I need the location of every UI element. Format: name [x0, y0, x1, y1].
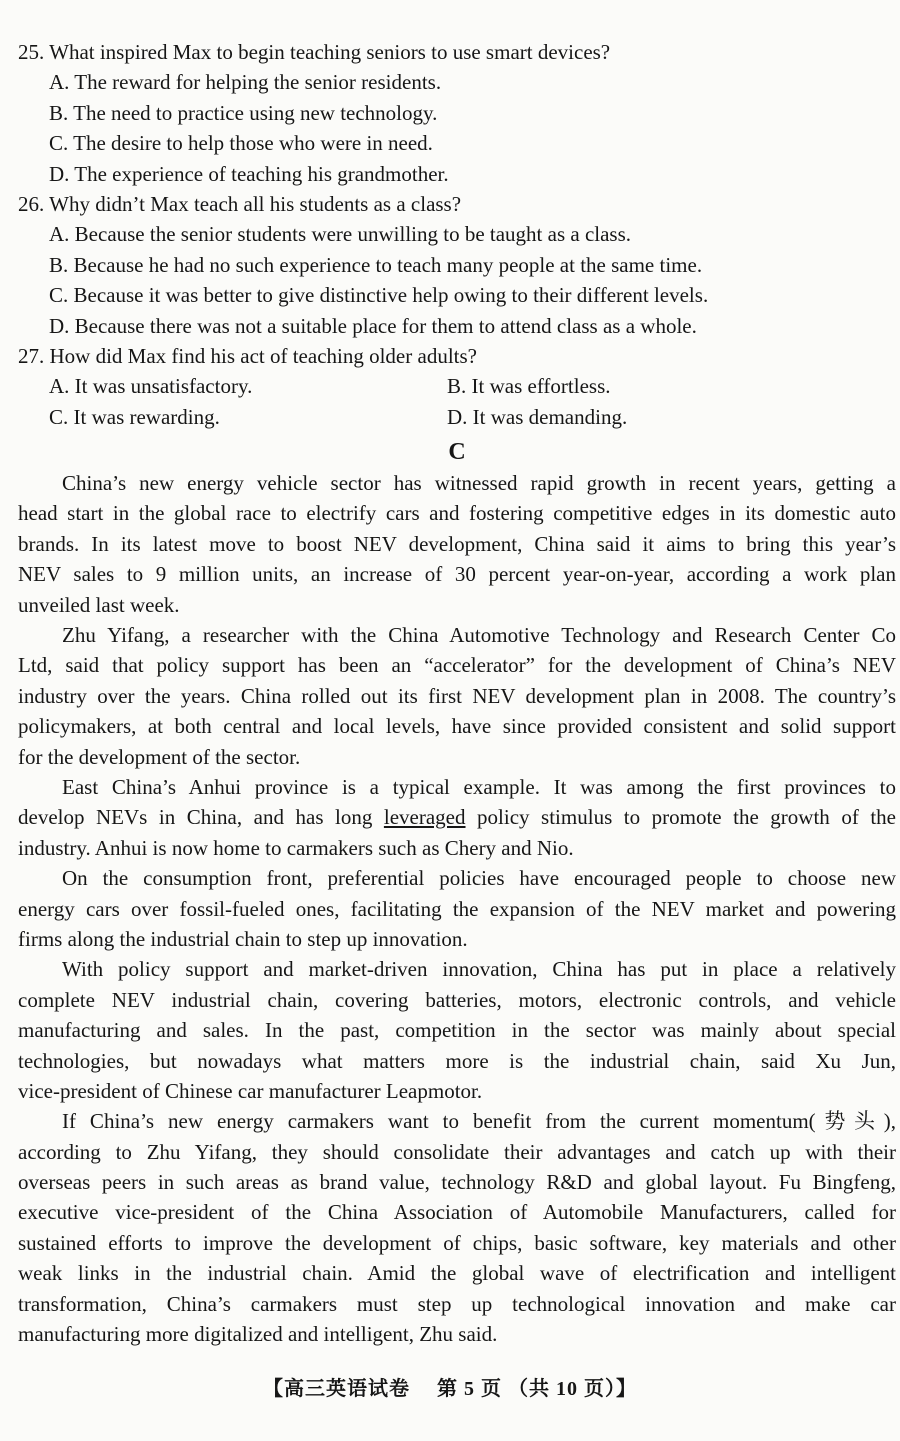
paragraph	[18, 1106, 896, 1349]
underlined-word: leveraged	[383, 805, 466, 830]
paragraph-line: policymakers, at both central and local levels, have since provided consistent and solid support	[18, 714, 896, 739]
text-span: East China’s Anhui province is a typical example. It was among the first provinces to	[62, 774, 896, 799]
paragraph-line: manufacturing more digitalized and intelligent, Zhu said.	[18, 1322, 498, 1347]
option-b: B. The need to practice using new technology.	[49, 100, 438, 125]
text-span: industry. Anhui is now home to carmakers such as Chery and Nio.	[18, 835, 574, 860]
question-27	[18, 341, 896, 432]
paragraph-line: sustained efforts to improve the development of chips, basic software, key materials and other	[18, 1230, 896, 1255]
paragraph-line	[18, 802, 896, 832]
paragraph-line: firms along the industrial chain to step up innovation.	[18, 926, 468, 951]
paragraph	[18, 620, 896, 772]
question-25	[18, 37, 896, 189]
paragraph-line: executive vice-president of the China Association of Automobile Manufacturers, called for	[18, 1200, 896, 1225]
page-footer: 【高三英语试卷 第 5 页 （共 10 页）】	[263, 1378, 637, 1400]
paragraph-line	[18, 833, 896, 863]
paragraph-line: overseas peers in such areas as brand value, technology R&D and global layout. Fu Bingfeng,	[18, 1170, 896, 1195]
option-a: A. Because the senior students were unwilling to be taught as a class.	[49, 222, 632, 247]
question-stem: 26. Why didn’t Max teach all his students as a class?	[18, 191, 462, 216]
option-row	[18, 402, 896, 432]
paragraph-line: weak links in the industrial chain. Amid the global wave of electrification and intelligent	[18, 1261, 896, 1286]
paragraph-line: vice-president of Chinese car manufacturer Leapmotor.	[18, 1078, 483, 1103]
question-26	[18, 189, 896, 341]
paragraph	[18, 863, 896, 954]
question-stem: 27. How did Max find his act of teaching older adults?	[18, 343, 477, 368]
paragraph-line: according to Zhu Yifang, they should consolidate their advantages and catch up with their	[18, 1139, 896, 1164]
option-a: A. The reward for helping the senior residents.	[49, 70, 442, 95]
paragraph-line: head start in the global race to electrify cars and fostering competitive edges in its domestic auto	[18, 501, 896, 526]
section-title: C	[448, 439, 466, 466]
option-c: C. Because it was better to give distinctive help owing to their different levels.	[49, 283, 709, 308]
paragraph-line: industry over the years. China rolled out its first NEV development plan in 2008. The country’s	[18, 683, 896, 708]
paragraph-line: With policy support and market-driven innovation, China has put in place a relatively	[62, 957, 896, 982]
text-span: develop NEVs in China, and has long	[18, 805, 384, 830]
option-a: A. It was unsatisfactory.	[49, 374, 253, 399]
option-b: B. It was effortless.	[447, 374, 611, 399]
question-stem: 25. What inspired Max to begin teaching seniors to use smart devices?	[18, 40, 611, 64]
option-d: D. It was demanding.	[447, 404, 628, 429]
paragraph-line: manufacturing and sales. In the past, competition in the sector was mainly about special	[18, 1018, 896, 1043]
paragraph-line: China’s new energy vehicle sector has witnessed rapid growth in recent years, getting a	[62, 471, 896, 496]
paragraph-line: complete NEV industrial chain, covering batteries, motors, electronic controls, and vehicle	[18, 987, 896, 1012]
option-b: B. Because he had no such experience to teach many people at the same time.	[49, 252, 703, 277]
paragraph-line	[18, 772, 896, 802]
paragraph-line: transformation, China’s carmakers must step up technological innovation and make car	[18, 1291, 896, 1316]
option-d: D. Because there was not a suitable place for them to attend class as a whole.	[49, 313, 697, 338]
exam-page	[18, 37, 896, 1349]
paragraph-line: NEV sales to 9 million units, an increase of 30 percent year-on-year, according a work plan	[18, 562, 896, 587]
paragraph	[18, 468, 896, 620]
paragraph-line: If China’s new energy carmakers want to benefit from the current momentum(势头),	[62, 1109, 896, 1134]
text-span: policy stimulus to promote the growth of the	[465, 805, 896, 830]
paragraph	[18, 954, 896, 1106]
paragraph-line: Ltd, said that policy support has been an “accelerator” for the development of China’s NEV	[18, 653, 896, 678]
paragraph-line: On the consumption front, preferential policies have encouraged people to choose new	[62, 866, 896, 891]
option-c: C. It was rewarding.	[49, 404, 220, 429]
option-d: D. The experience of teaching his grandmother.	[49, 161, 449, 186]
paragraph-line: technologies, but nowadays what matters more is the industrial chain, said Xu Jun,	[18, 1048, 896, 1073]
passage	[18, 468, 896, 1349]
paragraph-line: for the development of the sector.	[18, 744, 301, 769]
option-c: C. The desire to help those who were in need.	[49, 131, 433, 156]
paragraph-line: energy cars over fossil-fueled ones, facilitating the expansion of the NEV market and powering	[18, 896, 896, 921]
paragraph-line: unveiled last week.	[18, 592, 180, 617]
paragraph-line: Zhu Yifang, a researcher with the China Automotive Technology and Research Center Co	[62, 623, 896, 648]
paragraph	[18, 772, 896, 863]
paragraph-line: brands. In its latest move to boost NEV development, China said it aims to bring this year’s	[18, 531, 896, 556]
option-row	[18, 371, 896, 401]
